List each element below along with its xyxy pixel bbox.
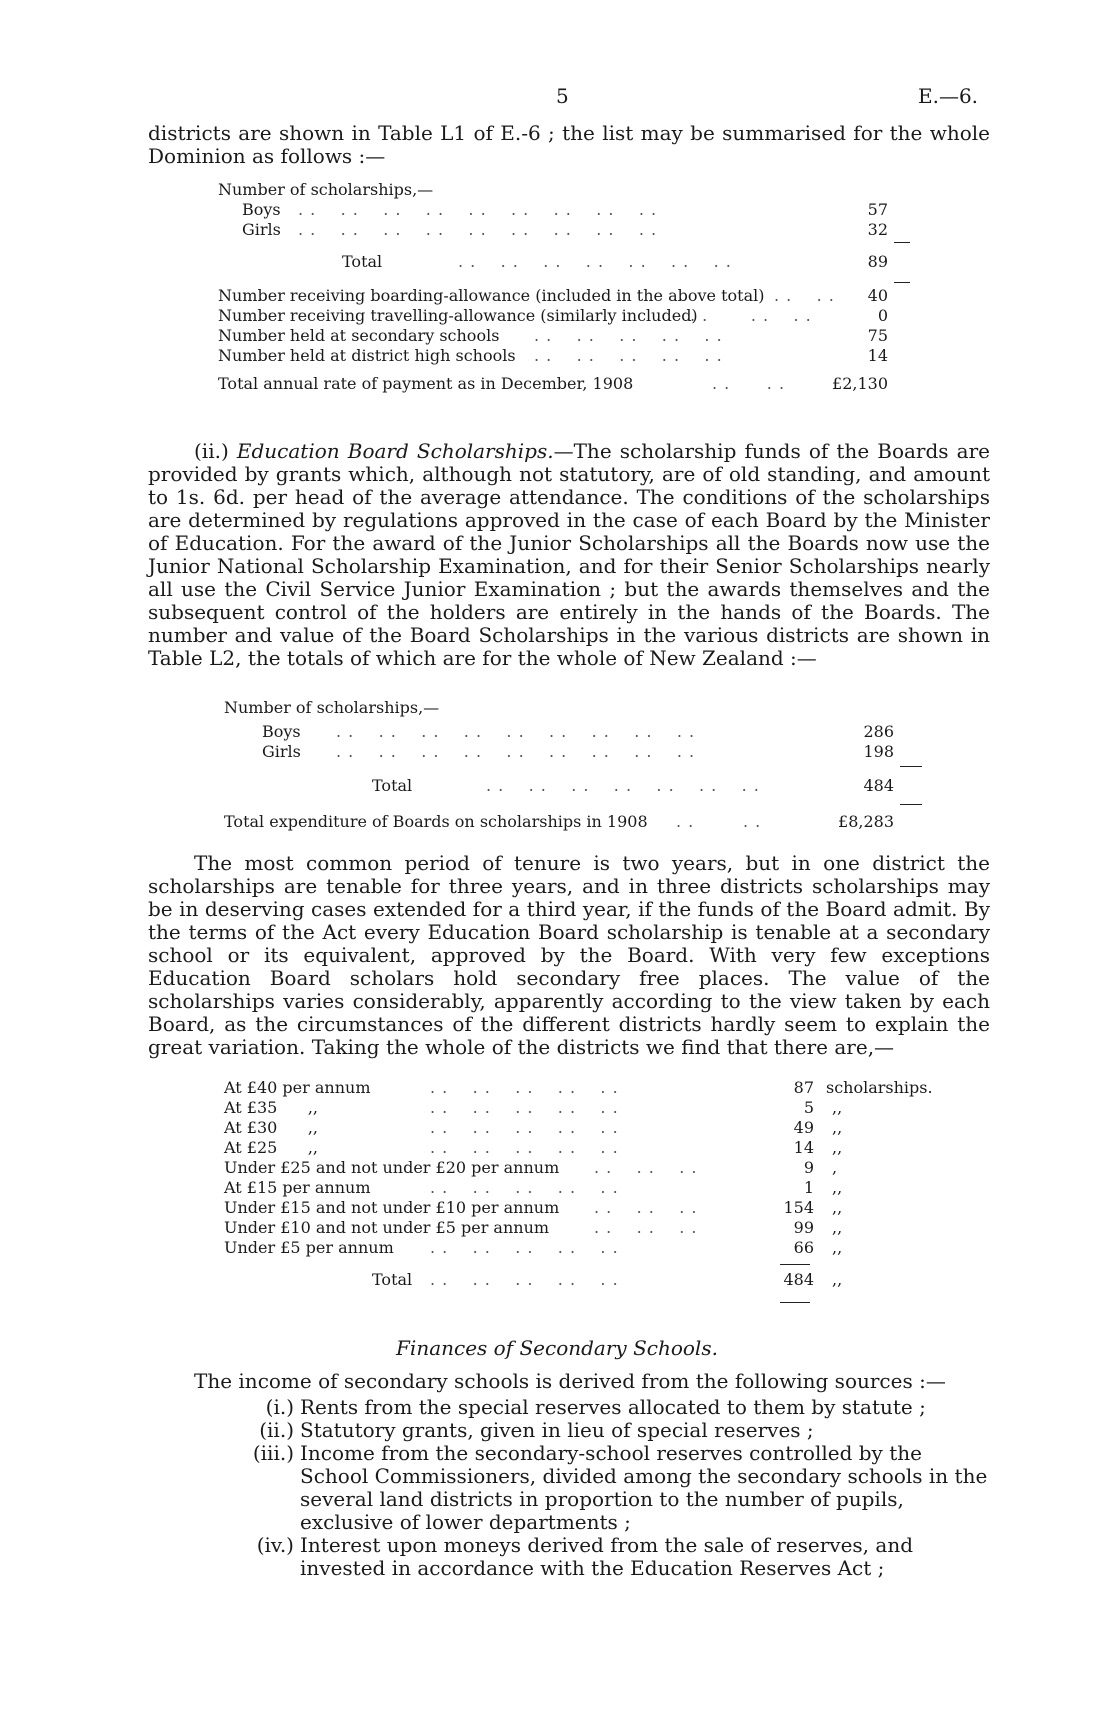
table-heading: Number of scholarships,—	[218, 180, 434, 199]
table-row: Under £5 per annum . . . . . . . . . . 66 ,,	[224, 1238, 843, 1257]
income-sources-list	[148, 1396, 990, 1580]
table-row: At £25 ,, . . . . . . . . . . 14 ,,	[224, 1138, 843, 1157]
document-reference: E.—6.	[918, 84, 979, 108]
table-row: Total annual rate of payment as in December, 1908 . . . . £2,130	[218, 374, 888, 393]
table-row: At £40 per annum . . . . . . . . . . 87 scholarships.	[224, 1078, 933, 1097]
table-row: Number held at secondary schools . . . . . . . . . . 75	[218, 326, 888, 345]
table-row: Under £15 and not under £10 per annum . . . . . . 154 ,,	[224, 1198, 843, 1217]
scholarship-value-table	[224, 1078, 933, 1290]
page-header	[0, 84, 1114, 114]
scholarship-summary-table	[218, 180, 918, 394]
table-row: At £30 ,, . . . . . . . . . . 49 ,,	[224, 1118, 843, 1137]
table-row: Number receiving boarding-allowance (included in the above total) . . . . 40	[218, 286, 888, 305]
table-row: Girls . . . . . . . . . . . . . . . . . . 198	[262, 742, 894, 761]
table-row: Total expenditure of Boards on scholarships in 1908 . . . . £8,283	[224, 812, 894, 831]
table-row: At £15 per annum . . . . . . . . . . 1 ,,	[224, 1178, 843, 1197]
list-item: (ii.) Statutory grants, given in lieu of special reserves ;	[259, 1418, 814, 1442]
table-row: Number held at district high schools . . . . . . . . . . 14	[218, 346, 888, 365]
board-scholarship-table	[224, 698, 924, 832]
table-row: Girls . . . . . . . . . . . . . . . . . . 32	[242, 220, 888, 239]
list-item: (iii.) Income from the secondary-school reserves controlled by the School Commissioners, divided among the secondary schools in the several land districts in proportion to the number of pupils, exclusive of lower departments ;	[252, 1441, 988, 1534]
list-item: (iv.) Interest upon moneys derived from the sale of reserves, and invested in accordance with the Education Reserves Act ;	[256, 1533, 913, 1580]
table-heading: Number of scholarships,—	[224, 698, 440, 717]
intro-paragraph: districts are shown in Table L1 of E.-6 ; the list may be summarised for the whole Dominion as follows :—	[148, 121, 990, 168]
table-row: Boys . . . . . . . . . . . . . . . . . . 286	[262, 722, 894, 741]
table-row: At £35 ,, . . . . . . . . . . 5 ,,	[224, 1098, 843, 1117]
list-item: (i.) Rents from the special reserves allocated to them by statute ;	[265, 1395, 926, 1419]
table-row: Number receiving travelling-allowance (similarly included) . . . . . . 0	[218, 306, 888, 325]
table-total-row: Total . . . . . . . . . . . . . . 89	[342, 252, 888, 271]
table-row: Under £25 and not under £20 per annum . . . . . . 9 ,	[224, 1158, 838, 1177]
table-row: Boys . . . . . . . . . . . . . . . . . . 57	[242, 200, 888, 219]
table-total-row: Total . . . . . . . . . . 484 ,,	[372, 1270, 843, 1289]
board-scholarships-title: Education Board Scholarships.	[236, 439, 554, 463]
page-number: 5	[556, 84, 569, 108]
board-scholarships-paragraph: (ii.) Education Board Scholarships.—The scholarship funds of the Boards are provided by grants which, although not statutory, are of old standing, and amount to 1s. 6d. per head of the average attendance. The conditions of the scholarships are determined by regulations approved in the case of each Board by the Minister of Education. For the award of the Junior Scholarships all the Boards now use the Junior National Scholarship Examination, and for their Senior Scholarships nearly all use the Civil Service Junior Examination ; but the awards themselves and the subsequent control of the holders are entirely in the hands of the Boards. The number and value of the Board Scholarships in the various districts are shown in Table L2, the totals of which are for the whole of New Zealand :—	[148, 439, 990, 670]
section-heading: Finances of Secondary Schools.	[396, 1336, 718, 1360]
income-intro: The income of secondary schools is derived from the following sources :—	[194, 1369, 946, 1393]
table-row: Under £10 and not under £5 per annum . . . . . . 99 ,,	[224, 1218, 843, 1237]
table-total-row: Total . . . . . . . . . . . . . . 484	[372, 776, 894, 795]
tenure-paragraph: The most common period of tenure is two years, but in one district the scholarships are tenable for three years, and in three districts scholarships may be in deserving cases extended for a third year, if the funds of the Board admit. By the terms of the Act every Education Board scholarship is tenable at a secondary school or its equivalent, approved by the Board. With very few exceptions Education Board scholars hold secondary free places. The value of the scholarships varies considerably, apparently according to the view taken by each Board, as the circumstances of the different districts hardly seem to explain the great variation. Taking the whole of the districts we find that there are,—	[148, 851, 990, 1059]
